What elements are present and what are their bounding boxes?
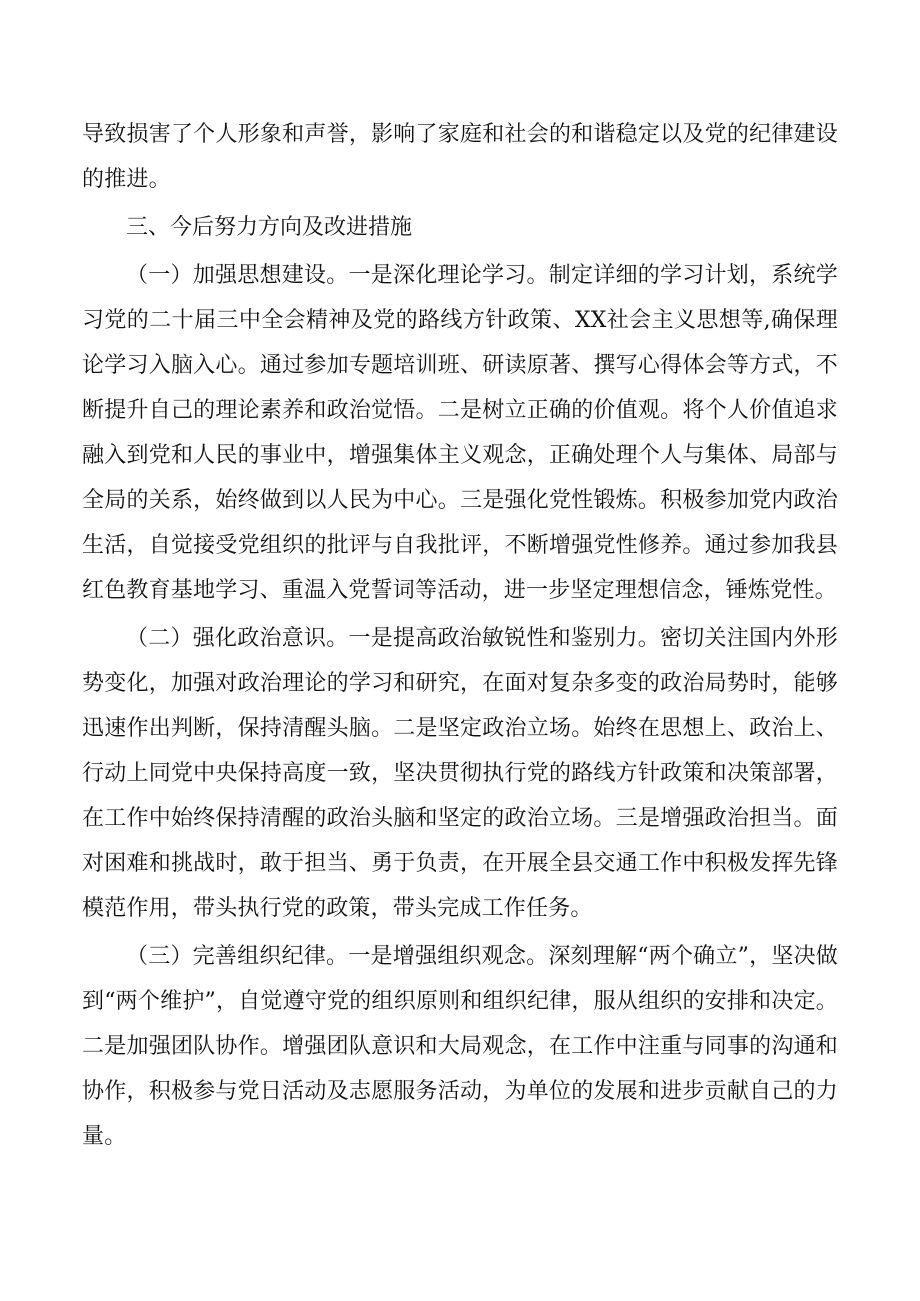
- paragraph-political-awareness: （二）强化政治意识。一是提高政治敏锐性和鉴别力。密切关注国内外形势变化，加强对政治理论的学习和研究，在面对复杂多变的政治局势时，能够迅速作出判断，保持清醒头脑。二是坚定政治立场。始终在思想上、政治上、行动上同党中央保持高度一致，坚决贯彻执行党的路线方针政策和决策部署，在工作中始终保持清醒的政治头脑和坚定的政治立场。三是增强政治担当。面对困难和挑战时，敢于担当、勇于负责，在开展全县交通工作中积极发挥先锋模范作用，带头执行党的政策，带头完成工作任务。: [82, 626, 838, 921]
- paragraph-thought-building: （一）加强思想建设。一是深化理论学习。制定详细的学习计划，系统学习党的二十届三中全会精神及党的路线方针政策、XX社会主义思想等,确保理论学习入脑入心。通过参加专题培训班、研读原著、撰写心得体会等方式，不断提升自己的理论素养和政治觉悟。二是树立正确的价值观。将个人价值追求融入到党和人民的事业中，增强集体主义观念，正确处理个人与集体、局部与全局的关系，始终做到以人民为中心。三是强化党性锻炼。积极参加党内政治生活，自觉接受党组织的批评与自我批评，不断增强党性修养。通过参加我县红色教育基地学习、重温入党誓词等活动，进一步坚定理想信念，锤炼党性。: [82, 263, 838, 603]
- paragraph-continuation: 导致损害了个人形象和声誉，影响了家庭和社会的和谐稳定以及党的纪律建设的推进。: [82, 122, 838, 192]
- paragraph-organizational-discipline: （三）完善组织纪律。一是增强组织观念。深刻理解“两个确立”，坚决做到“两个维护”，自觉遵守党的组织原则和组织纪律，服从组织的安排和决定。二是加强团队协作。增强团队意识和大局观念，在工作中注重与同事的沟通和协作，积极参与党日活动及志愿服务活动，为单位的发展和进步贡献自己的力量。: [82, 944, 838, 1149]
- section-heading: 三、今后努力方向及改进措施: [126, 215, 413, 240]
- document-body: [82, 112, 838, 1162]
